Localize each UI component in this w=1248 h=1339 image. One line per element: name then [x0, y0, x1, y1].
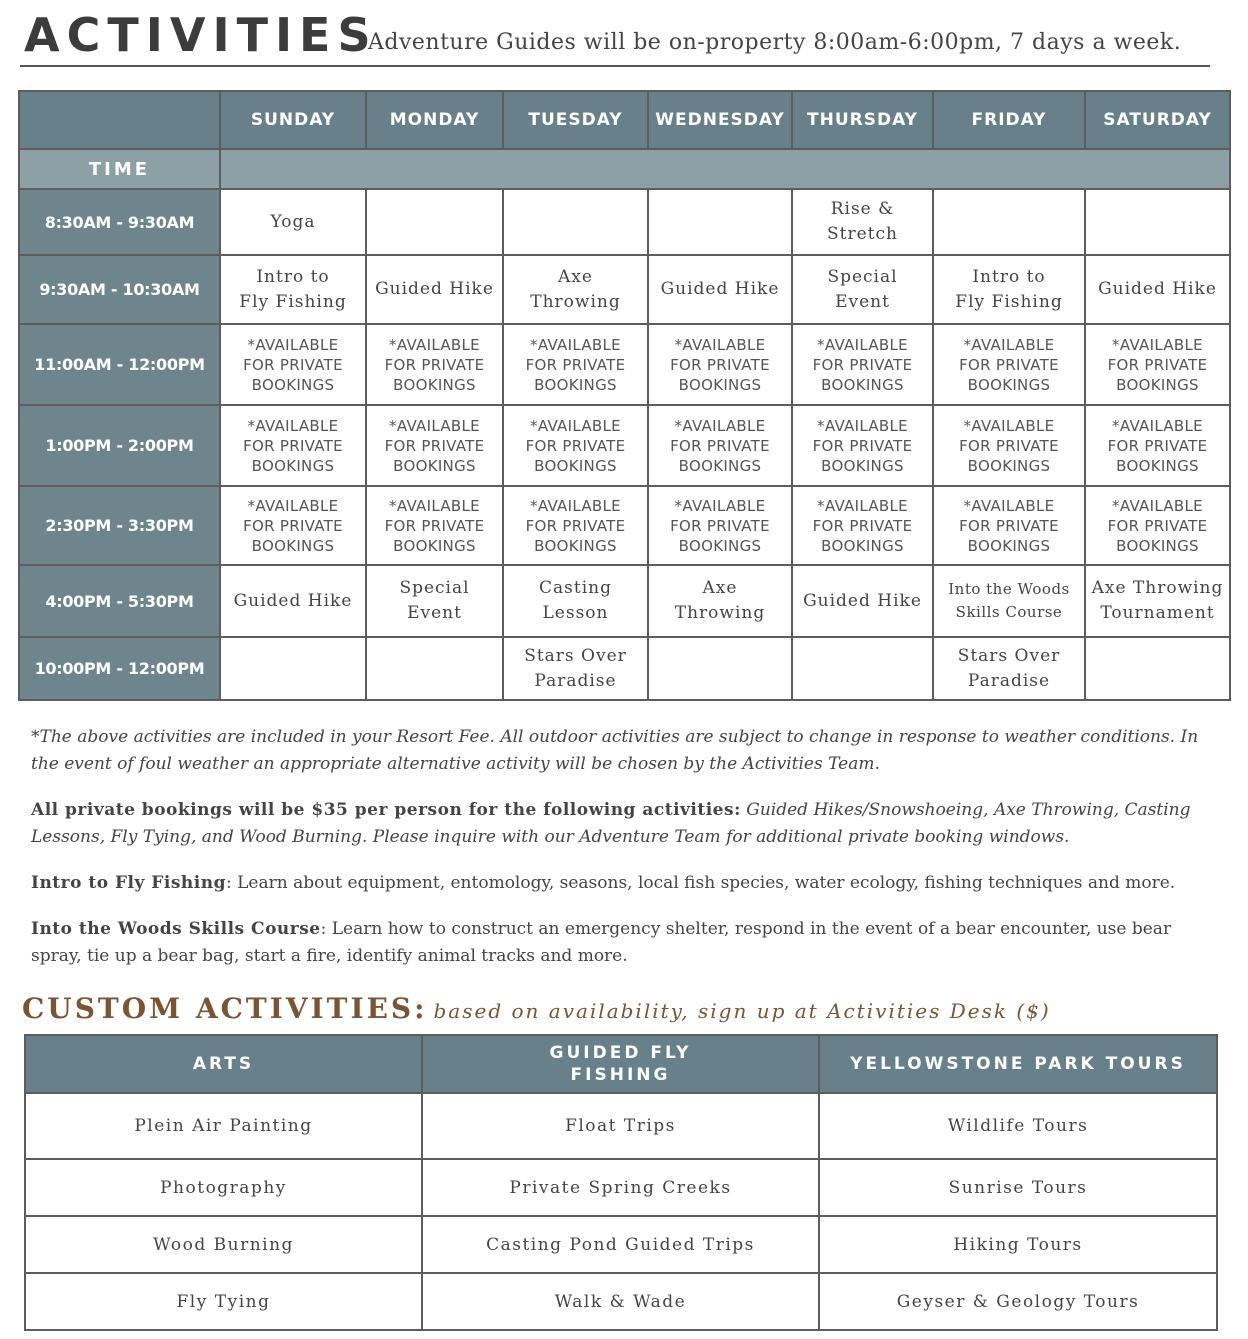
- activity-line: Paradise: [534, 670, 617, 691]
- custom-header-row: [25, 1035, 1217, 1093]
- activity-cell: [648, 565, 792, 637]
- private-booking-line: BOOKINGS: [1116, 456, 1199, 475]
- private-booking-line: FOR PRIVATE: [1107, 436, 1208, 455]
- private-booking-line: BOOKINGS: [821, 375, 904, 394]
- activity-cell: [648, 255, 792, 324]
- private-booking-line: BOOKINGS: [534, 456, 617, 475]
- schedule-row: [19, 324, 1230, 405]
- private-booking-line: FOR PRIVATE: [243, 516, 343, 535]
- custom-row: [25, 1159, 1217, 1216]
- private-booking-line: *AVAILABLE: [530, 416, 621, 435]
- fly-fishing-note: [31, 870, 1226, 897]
- private-booking-line: BOOKINGS: [821, 456, 904, 475]
- activity-line: Guided Hike: [1098, 279, 1217, 299]
- activity-line: Axe Throwing: [1091, 578, 1224, 598]
- custom-activity-cell: Float Trips: [422, 1093, 819, 1159]
- day-header: TUESDAY: [503, 91, 648, 149]
- time-slot: 11:00AM - 12:00PM: [19, 324, 220, 405]
- custom-header-line: GUIDED FLY: [549, 1043, 692, 1063]
- empty-cell: [933, 189, 1085, 255]
- empty-cell: [648, 189, 792, 255]
- woods-course-text: : Learn how to construct an emergency shelter, respond in the event of a bear encounter, use bear spray, tie up a bear bag, start a fire, identify animal tracks and more.: [31, 919, 1172, 966]
- custom-header-line: FISHING: [570, 1065, 671, 1085]
- activity-cell: [366, 255, 503, 324]
- custom-activity-cell: Fly Tying: [25, 1273, 422, 1330]
- activity-line: Intro to: [972, 266, 1046, 287]
- private-booking-line: FOR PRIVATE: [670, 436, 770, 455]
- custom-activity-cell: Wood Burning: [25, 1216, 422, 1273]
- custom-activities-subtitle: based on availability, sign up at Activities Desk ($): [433, 999, 1051, 1023]
- custom-activity-cell: Wildlife Tours: [819, 1093, 1217, 1159]
- private-booking-line: BOOKINGS: [967, 375, 1051, 394]
- private-booking-line: *AVAILABLE: [817, 416, 908, 435]
- private-booking-line: *AVAILABLE: [817, 335, 908, 354]
- private-booking-line: *AVAILABLE: [247, 496, 339, 515]
- activity-line: Into the Woods: [948, 580, 1070, 598]
- private-booking-line: BOOKINGS: [534, 375, 617, 394]
- private-booking-line: *AVAILABLE: [1112, 416, 1203, 435]
- custom-row: [25, 1273, 1217, 1330]
- private-booking-cell: [366, 324, 503, 405]
- custom-activities-table: [24, 1034, 1218, 1331]
- page-title: ACTIVITIES: [24, 8, 378, 62]
- activity-cell: [1085, 565, 1230, 637]
- activity-line: Axe: [558, 266, 593, 287]
- private-bookings-lead: All private bookings will be $35 per person for the following activities:: [31, 800, 741, 820]
- time-slot: 4:00PM - 5:30PM: [19, 565, 220, 637]
- private-booking-cell: [1085, 405, 1230, 486]
- activity-line: Lesson: [542, 603, 609, 623]
- schedule-row: [19, 405, 1230, 486]
- private-booking-cell: [503, 324, 648, 405]
- empty-cell: [1085, 189, 1230, 255]
- activity-line: Paradise: [967, 670, 1051, 691]
- private-booking-cell: [933, 486, 1085, 565]
- custom-header-arts: ARTS: [25, 1035, 422, 1093]
- schedule-row: [19, 565, 1230, 637]
- private-booking-line: *AVAILABLE: [963, 335, 1055, 354]
- custom-activity-cell: Casting Pond Guided Trips: [422, 1216, 819, 1273]
- time-slot: 2:30PM - 3:30PM: [19, 486, 220, 565]
- empty-cell: [503, 189, 648, 255]
- custom-activities-heading: [22, 992, 1051, 1025]
- disclaimer-text: *The above activities are included in your Resort Fee. All outdoor activities are subject to change in response to weather conditions. In the event of foul weather an appropriate alternative activity will be chosen by the Activities Team.: [31, 727, 1199, 774]
- schedule-table: [18, 90, 1231, 701]
- activity-line: Stars Over: [957, 645, 1061, 666]
- private-booking-line: BOOKINGS: [393, 375, 476, 394]
- activity-cell: [503, 565, 648, 637]
- private-booking-cell: [648, 486, 792, 565]
- time-label-row: [19, 149, 1230, 189]
- activity-cell: [220, 565, 366, 637]
- activity-line: Tournament: [1100, 603, 1215, 623]
- empty-cell: [366, 189, 503, 255]
- private-booking-line: BOOKINGS: [967, 456, 1051, 475]
- activity-line: Fly Fishing: [239, 291, 347, 312]
- private-booking-line: FOR PRIVATE: [384, 516, 485, 535]
- private-booking-cell: [366, 405, 503, 486]
- private-booking-line: *AVAILABLE: [247, 335, 339, 354]
- private-booking-line: *AVAILABLE: [674, 416, 766, 435]
- private-booking-line: *AVAILABLE: [247, 416, 339, 435]
- activity-cell: [1085, 255, 1230, 324]
- time-slot: 8:30AM - 9:30AM: [19, 189, 220, 255]
- private-booking-line: FOR PRIVATE: [525, 355, 626, 374]
- empty-cell: [366, 637, 503, 700]
- private-booking-line: *AVAILABLE: [530, 335, 621, 354]
- private-booking-cell: [503, 405, 648, 486]
- private-booking-line: FOR PRIVATE: [243, 355, 343, 374]
- day-header: SUNDAY: [220, 91, 366, 149]
- private-booking-line: FOR PRIVATE: [670, 516, 770, 535]
- private-booking-line: BOOKINGS: [678, 456, 762, 475]
- custom-activity-cell: Geyser & Geology Tours: [819, 1273, 1217, 1330]
- activity-cell: [792, 565, 933, 637]
- private-booking-line: FOR PRIVATE: [670, 355, 770, 374]
- private-booking-line: FOR PRIVATE: [959, 436, 1059, 455]
- activity-line: Special: [399, 578, 470, 598]
- private-booking-cell: [648, 324, 792, 405]
- activity-line: Special: [827, 266, 898, 287]
- private-booking-cell: [366, 486, 503, 565]
- schedule-row: [19, 189, 1230, 255]
- activity-line: Axe: [702, 578, 738, 598]
- custom-activity-cell: Sunrise Tours: [819, 1159, 1217, 1216]
- fly-fishing-text: : Learn about equipment, entomology, seasons, local fish species, water ecology, fishing techniques and more.: [225, 873, 1176, 893]
- private-booking-line: *AVAILABLE: [389, 496, 480, 515]
- private-booking-line: BOOKINGS: [534, 536, 617, 555]
- time-slot: 10:00PM - 12:00PM: [19, 637, 220, 700]
- time-label: TIME: [19, 149, 220, 189]
- private-booking-cell: [933, 324, 1085, 405]
- private-booking-line: FOR PRIVATE: [812, 436, 913, 455]
- private-booking-cell: [933, 405, 1085, 486]
- woods-course-title: Into the Woods Skills Course: [31, 919, 321, 939]
- custom-activities-title: CUSTOM ACTIVITIES:: [22, 992, 428, 1025]
- private-booking-line: BOOKINGS: [251, 375, 335, 394]
- activity-cell: [220, 189, 366, 255]
- schedule-row: [19, 255, 1230, 324]
- activity-line: Guided Hike: [375, 279, 494, 299]
- activity-line: Skills Course: [955, 603, 1063, 621]
- private-booking-line: BOOKINGS: [821, 536, 904, 555]
- activity-line: Event: [835, 291, 890, 312]
- private-booking-line: BOOKINGS: [678, 375, 762, 394]
- activity-line: Throwing: [674, 603, 766, 623]
- private-booking-line: FOR PRIVATE: [959, 516, 1059, 535]
- private-booking-cell: [1085, 324, 1230, 405]
- corner-cell: [19, 91, 220, 149]
- private-booking-line: *AVAILABLE: [674, 496, 766, 515]
- private-bookings-note: [31, 797, 1226, 851]
- private-bookings-text: Guided Hikes/Snowshoeing, Axe Throwing, Casting Lessons, Fly Tying, and Wood Burning. Please inquire with our Adventure Team for additional private booking windows.: [31, 800, 1191, 847]
- activity-cell: [933, 637, 1085, 700]
- activity-line: Guided Hike: [660, 279, 780, 299]
- private-booking-line: FOR PRIVATE: [243, 436, 343, 455]
- private-booking-line: FOR PRIVATE: [1107, 355, 1208, 374]
- title-divider: [20, 65, 1210, 67]
- private-booking-line: *AVAILABLE: [389, 416, 480, 435]
- private-booking-cell: [220, 324, 366, 405]
- empty-cell: [1085, 637, 1230, 700]
- activity-cell: [933, 565, 1085, 637]
- activity-cell: [366, 565, 503, 637]
- time-slot: 1:00PM - 2:00PM: [19, 405, 220, 486]
- activity-cell: [220, 255, 366, 324]
- custom-row: [25, 1093, 1217, 1159]
- day-header: SATURDAY: [1085, 91, 1230, 149]
- private-booking-cell: [220, 405, 366, 486]
- private-booking-cell: [503, 486, 648, 565]
- day-header: FRIDAY: [933, 91, 1085, 149]
- private-booking-line: FOR PRIVATE: [384, 355, 485, 374]
- activity-line: Event: [407, 603, 462, 623]
- activity-line: Yoga: [270, 211, 316, 232]
- custom-activity-cell: Hiking Tours: [819, 1216, 1217, 1273]
- time-bar: [220, 149, 1230, 189]
- schedule-row: [19, 637, 1230, 700]
- activity-cell: [503, 255, 648, 324]
- private-booking-line: *AVAILABLE: [530, 496, 621, 515]
- custom-activity-cell: Private Spring Creeks: [422, 1159, 819, 1216]
- private-booking-cell: [792, 405, 933, 486]
- custom-header-fly-fishing: [422, 1035, 819, 1093]
- private-booking-cell: [1085, 486, 1230, 565]
- private-booking-line: FOR PRIVATE: [525, 516, 626, 535]
- empty-cell: [648, 637, 792, 700]
- private-booking-line: *AVAILABLE: [1112, 496, 1203, 515]
- activity-line: Throwing: [530, 291, 621, 312]
- private-booking-cell: [792, 324, 933, 405]
- private-booking-line: BOOKINGS: [1116, 536, 1199, 555]
- activity-cell: [933, 255, 1085, 324]
- private-booking-line: FOR PRIVATE: [812, 516, 913, 535]
- activity-line: Casting: [539, 578, 612, 598]
- custom-activity-cell: Walk & Wade: [422, 1273, 819, 1330]
- private-booking-line: *AVAILABLE: [389, 335, 480, 354]
- private-booking-line: FOR PRIVATE: [1107, 516, 1208, 535]
- activity-line: Rise &: [830, 199, 895, 219]
- schedule-row: [19, 486, 1230, 565]
- time-slot: 9:30AM - 10:30AM: [19, 255, 220, 324]
- private-booking-line: BOOKINGS: [393, 456, 476, 475]
- private-booking-line: BOOKINGS: [393, 536, 476, 555]
- private-booking-line: BOOKINGS: [1116, 375, 1199, 394]
- day-header: WEDNESDAY: [648, 91, 792, 149]
- private-booking-line: *AVAILABLE: [963, 496, 1055, 515]
- private-booking-line: FOR PRIVATE: [812, 355, 913, 374]
- private-booking-line: *AVAILABLE: [1112, 335, 1203, 354]
- private-booking-cell: [648, 405, 792, 486]
- empty-cell: [220, 637, 366, 700]
- day-header: MONDAY: [366, 91, 503, 149]
- schedule-day-header-row: [19, 91, 1230, 149]
- custom-activity-cell: Photography: [25, 1159, 422, 1216]
- private-booking-line: *AVAILABLE: [817, 496, 908, 515]
- private-booking-line: FOR PRIVATE: [384, 436, 485, 455]
- private-booking-line: BOOKINGS: [678, 536, 762, 555]
- empty-cell: [792, 637, 933, 700]
- private-booking-cell: [220, 486, 366, 565]
- private-booking-line: *AVAILABLE: [963, 416, 1055, 435]
- custom-row: [25, 1216, 1217, 1273]
- private-booking-line: FOR PRIVATE: [959, 355, 1059, 374]
- day-header: THURSDAY: [792, 91, 933, 149]
- custom-activity-cell: Plein Air Painting: [25, 1093, 422, 1159]
- disclaimer-note: [31, 724, 1226, 778]
- activity-line: Guided Hike: [803, 590, 922, 611]
- activity-cell: [792, 189, 933, 255]
- private-booking-line: *AVAILABLE: [674, 335, 766, 354]
- page-subtitle: Adventure Guides will be on-property 8:00am-6:00pm, 7 days a week.: [368, 30, 1182, 55]
- private-booking-line: BOOKINGS: [251, 456, 335, 475]
- private-booking-line: BOOKINGS: [251, 536, 335, 555]
- private-booking-cell: [792, 486, 933, 565]
- woods-course-note: [31, 916, 1226, 970]
- private-booking-line: FOR PRIVATE: [525, 436, 626, 455]
- private-booking-line: BOOKINGS: [967, 536, 1051, 555]
- activity-line: Stretch: [827, 224, 898, 244]
- fly-fishing-title: Intro to Fly Fishing: [31, 873, 226, 893]
- activity-cell: [792, 255, 933, 324]
- activity-line: Guided Hike: [233, 590, 353, 611]
- custom-header-tours: YELLOWSTONE PARK TOURS: [819, 1035, 1217, 1093]
- activity-line: Intro to: [256, 266, 330, 287]
- activity-line: Fly Fishing: [955, 291, 1063, 312]
- activity-cell: [503, 637, 648, 700]
- activity-line: Stars Over: [524, 645, 627, 666]
